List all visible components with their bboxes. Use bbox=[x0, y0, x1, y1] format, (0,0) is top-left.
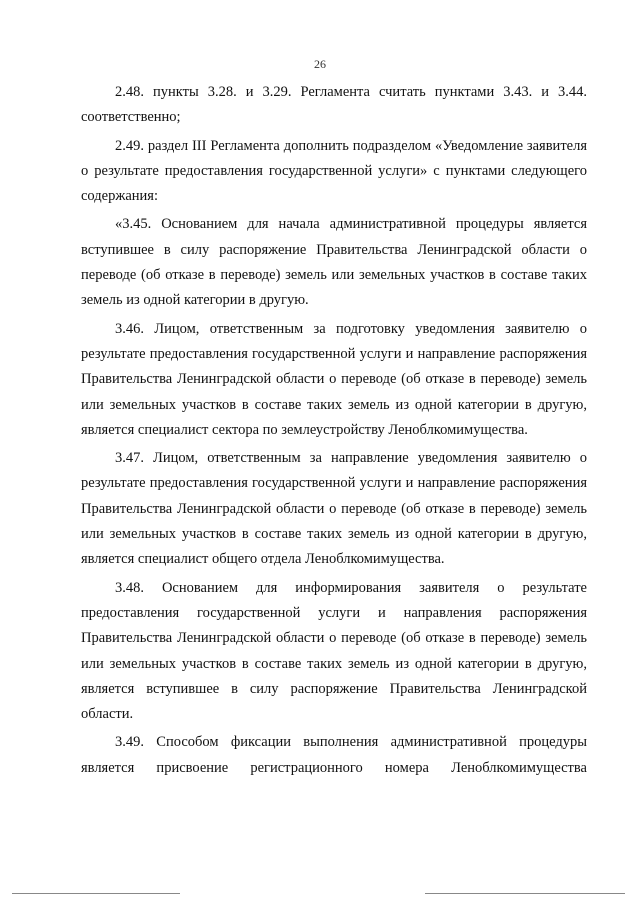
document-body bbox=[81, 80, 587, 784]
scan-edge-line-right bbox=[425, 893, 625, 894]
paragraph-2-49: 2.49. раздел III Регламента дополнить подразделом «Уведомление заявителя о результате предоставления государственной услуги» с пунктами следующего содержания: bbox=[81, 137, 587, 205]
paragraph-3-47: 3.47. Лицом, ответственным за направление уведомления заявителю о результате предоставления государственной услуги и направление распоряжения Правительства Ленинградской области о переводе (об отказе в переводе) земель или земельных участков в составе таких земель из одной категории в другую, является специалист общего отдела Леноблкомимущества. bbox=[81, 450, 587, 568]
paragraph-2-48: 2.48. пункты 3.28. и 3.29. Регламента считать пунктами 3.43. и 3.44. соответственно; bbox=[81, 84, 587, 126]
paragraph-3-46: 3.46. Лицом, ответственным за подготовку уведомления заявителю о результате предоставления государственной услуги и направление распоряжения Правительства Ленинградской области о переводе (об отказе в переводе) земель или земельных участков в составе таких земель из одной категории в другую, является специалист сектора по землеустройству Леноблкомимущества. bbox=[81, 320, 587, 438]
scan-edge-line-left bbox=[12, 893, 180, 894]
paragraph-3-45: «3.45. Основанием для начала административной процедуры является вступившее в силу распоряжение Правительства Ленинградской области о переводе (об отказе в переводе) земель или земельных участков в составе таких земель из одной категории в другую. bbox=[81, 216, 587, 309]
paragraph-3-48: 3.48. Основанием для информирования заявителя о результате предоставления государственной услуги и направления распоряжения Правительства Ленинградской области о переводе (об отказе в переводе) земель или земельных участков в составе таких земель из одной категории в другую, является вступившее в силу распоряжение Правительства Ленинградской области. bbox=[81, 579, 587, 723]
page-number: 26 bbox=[314, 57, 326, 71]
paragraph-3-49: 3.49. Способом фиксации выполнения административной процедуры является присвоение регистрационного номера Леноблкомимущества bbox=[81, 734, 587, 776]
